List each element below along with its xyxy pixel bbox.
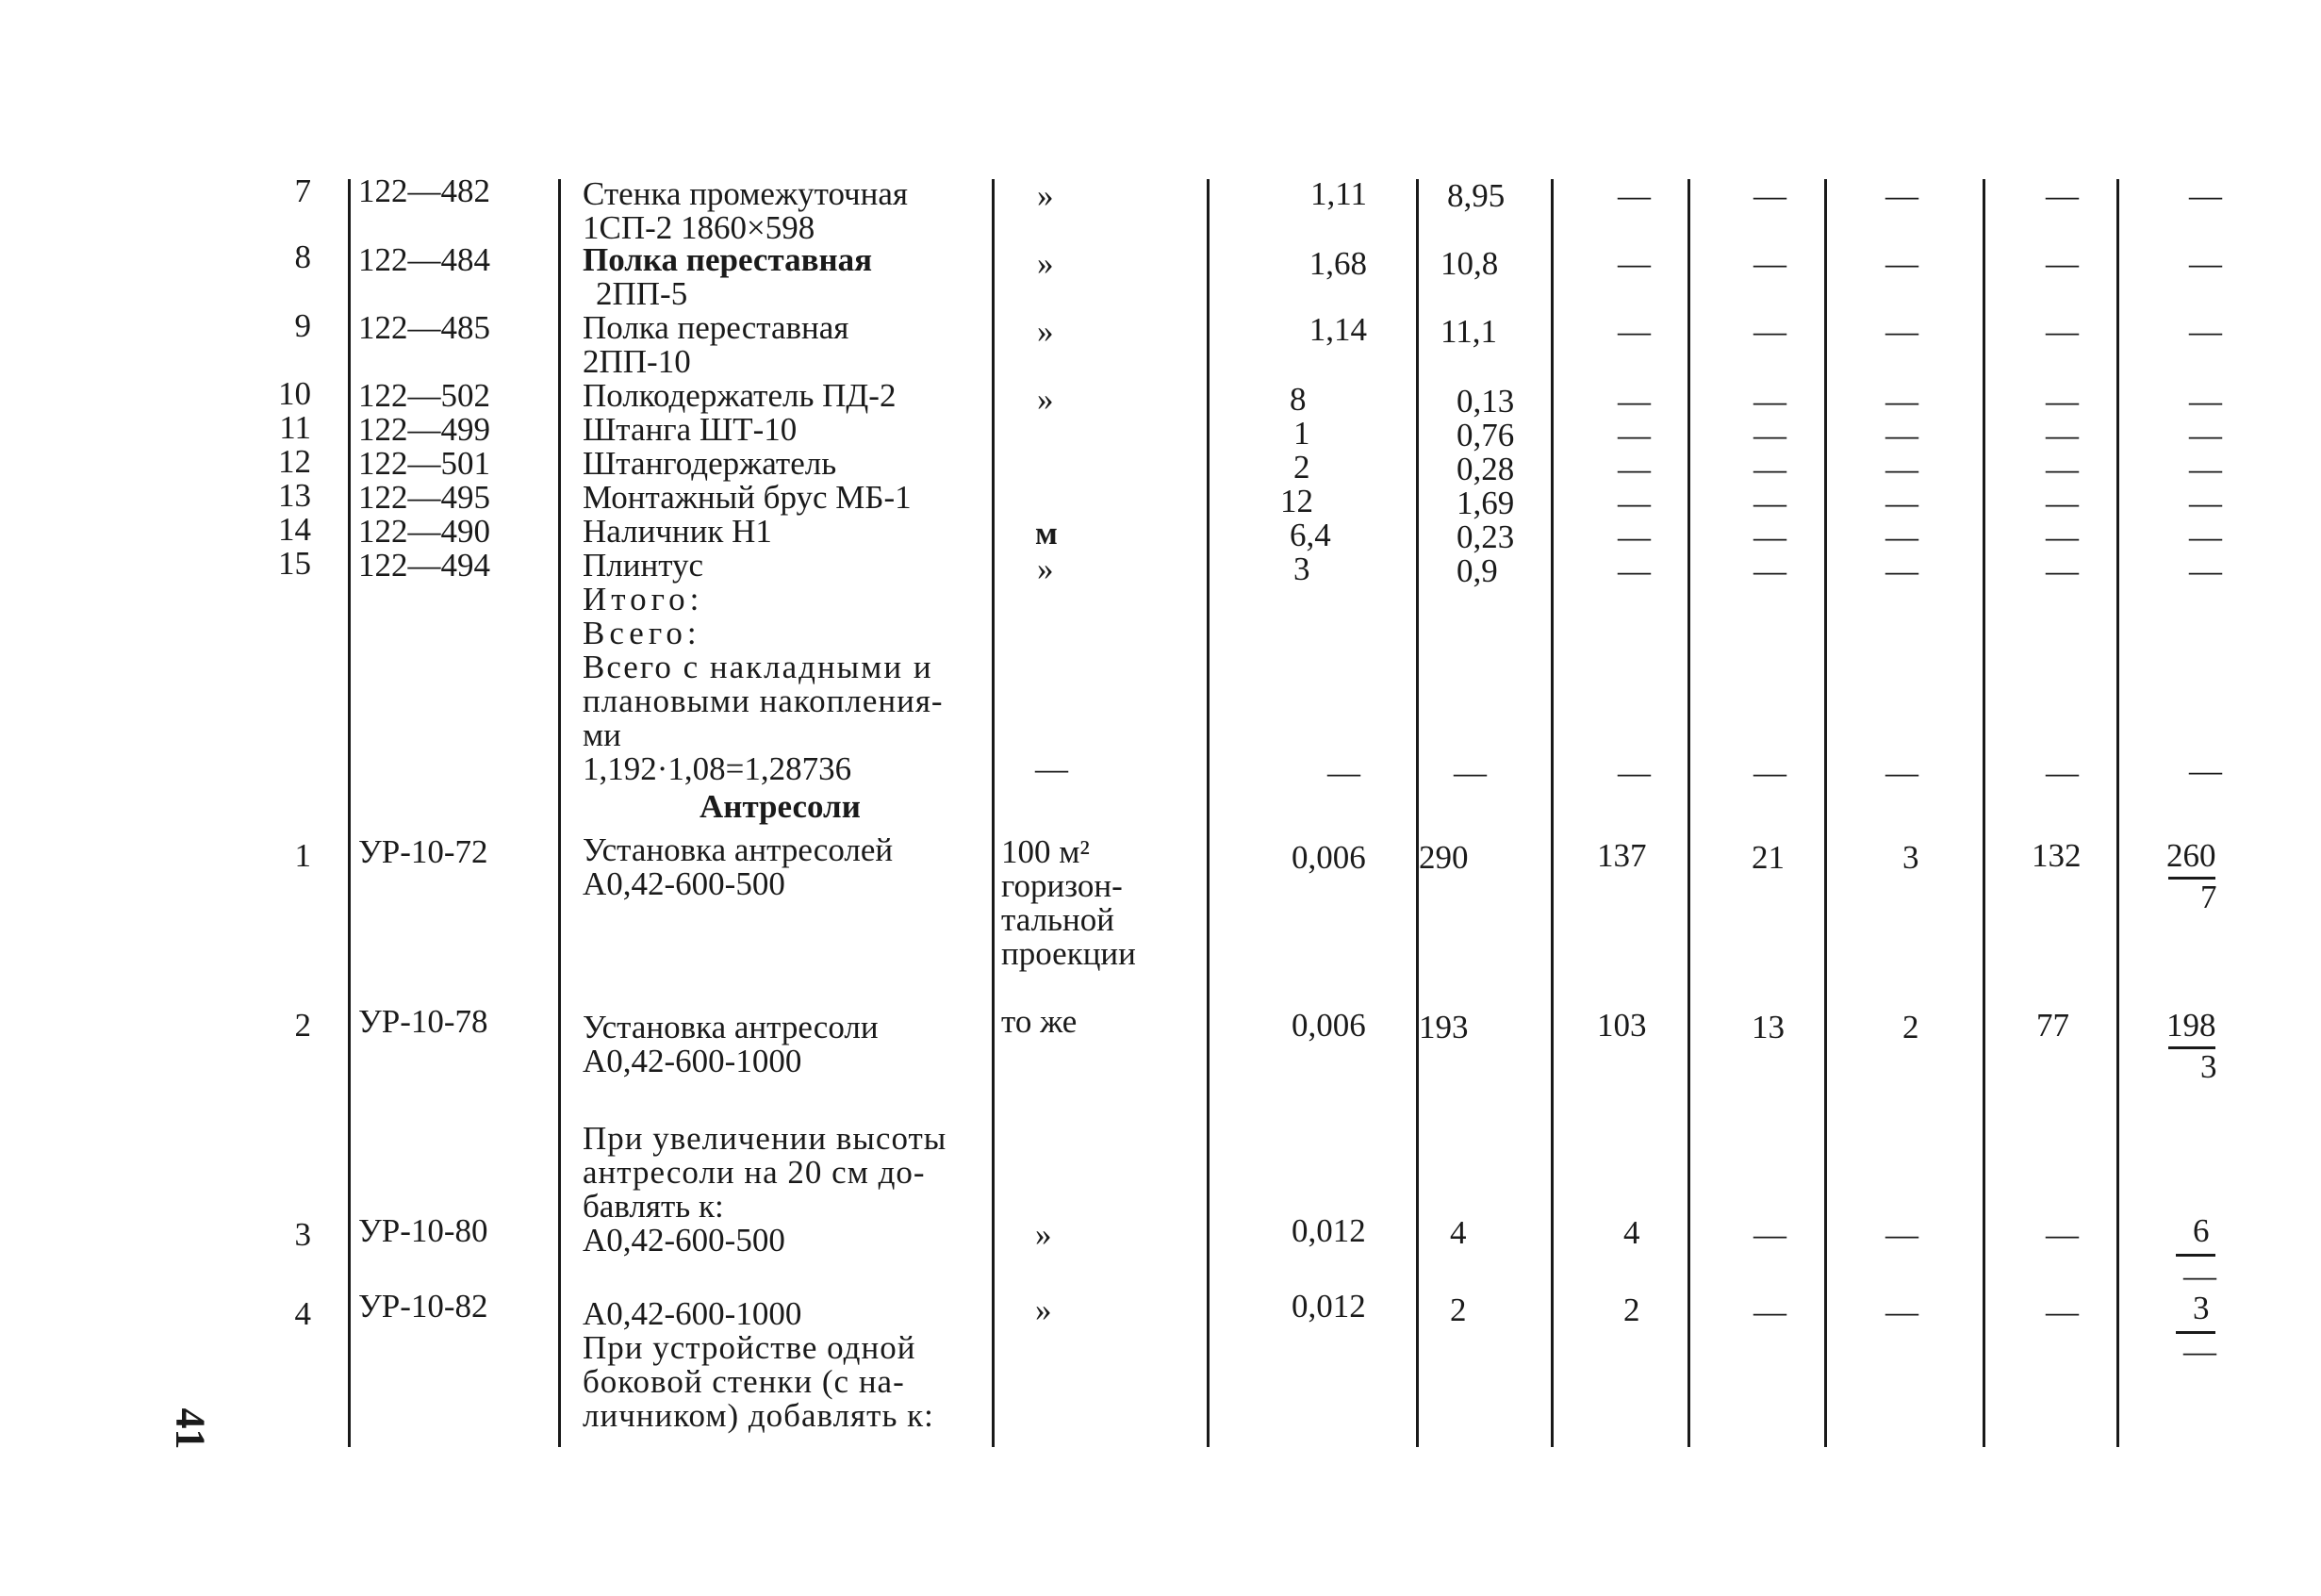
row-number: 4 (294, 1295, 311, 1332)
row-name: Плинтус (583, 547, 704, 584)
row-code: УР-10-80 (358, 1212, 488, 1249)
empty-dash: — (1035, 750, 1068, 787)
row-value: 0,9 (1457, 552, 1498, 589)
row-col-5: 77 (2036, 1007, 2069, 1044)
row-qty: 3 (1293, 551, 1310, 587)
row-code: 122—495 (358, 479, 490, 516)
row-col-2: 137 (1597, 837, 1647, 874)
empty-dash: — (2046, 485, 2079, 521)
row-value: 0,28 (1457, 451, 1515, 487)
vsego-nakl-label-cont2: ми (583, 716, 621, 753)
row-col-4: 3 (1902, 839, 1919, 876)
row-value: 4 (1450, 1214, 1467, 1251)
row-unit: » (1037, 551, 1054, 587)
row-qty: 6,4 (1290, 517, 1331, 553)
empty-dash: — (1753, 313, 1786, 350)
vsego-label: Всего: (583, 615, 701, 651)
row-name: А0,42-600-1000 (583, 1295, 802, 1332)
empty-dash: — (2046, 313, 2079, 350)
row-value: 290 (1419, 839, 1469, 876)
note-line: При увеличении высоты (583, 1120, 947, 1157)
vsego-nakl-label-cont: плановыми накопления- (583, 683, 944, 719)
empty-dash: — (1885, 754, 1918, 791)
row-code: 122—484 (358, 241, 490, 278)
note-line: бавлять к: (583, 1188, 724, 1225)
empty-dash: — (1753, 417, 1786, 453)
fraction-denominator: 7 (2200, 879, 2217, 915)
row-unit: » (1035, 1216, 1052, 1253)
empty-dash: — (1885, 313, 1918, 350)
section-title: Антресоли (700, 788, 861, 825)
empty-dash: — (1618, 383, 1651, 420)
note-line: При устройстве одной (583, 1329, 916, 1366)
empty-dash: — (1885, 417, 1918, 453)
row-number: 3 (294, 1216, 311, 1253)
empty-dash: — (2046, 417, 2079, 453)
row-name-cont: 2ПП-5 (596, 275, 688, 312)
row-name-cont: 2ПП-10 (583, 343, 691, 380)
empty-dash: — (2046, 177, 2079, 214)
row-number: 15 (278, 545, 311, 582)
row-qty: 0,012 (1292, 1212, 1366, 1249)
empty-dash: — (2189, 177, 2222, 214)
row-code: УР-10-72 (358, 833, 488, 870)
empty-dash: — (1618, 417, 1651, 453)
empty-dash: — (1885, 1216, 1918, 1253)
fraction-bar (2176, 1254, 2215, 1257)
empty-dash: — (1618, 485, 1651, 521)
fraction-numerator: 3 (2193, 1290, 2210, 1326)
row-unit-cont: тальной (1001, 901, 1114, 938)
row-value: 0,76 (1457, 417, 1515, 453)
empty-dash: — (1885, 383, 1918, 420)
empty-dash: — (1618, 245, 1651, 282)
row-qty: 1,14 (1309, 311, 1367, 348)
row-unit: » (1037, 381, 1054, 418)
empty-dash: — (2189, 518, 2222, 555)
row-col-2: 4 (1623, 1214, 1640, 1251)
row-value: 2 (1450, 1292, 1467, 1328)
column-line (2116, 179, 2119, 1447)
empty-dash: — (2046, 383, 2079, 420)
empty-dash: — (2189, 383, 2222, 420)
empty-dash: — (1885, 485, 1918, 521)
row-qty: 8 (1290, 381, 1307, 418)
row-code: 122—499 (358, 411, 490, 448)
row-number: 12 (278, 443, 311, 480)
empty-dash: — (1753, 1216, 1786, 1253)
row-unit: » (1035, 1292, 1052, 1328)
row-name: А0,42-600-500 (583, 1222, 785, 1259)
row-unit-cont: проекции (1001, 935, 1136, 972)
row-name: Штанга ШТ-10 (583, 411, 798, 448)
page-number: 41 (167, 1407, 214, 1450)
row-number: 8 (294, 239, 311, 275)
empty-dash: — (1753, 451, 1786, 487)
empty-dash: — (1618, 177, 1651, 214)
row-col-2: 2 (1623, 1292, 1640, 1328)
empty-dash: — (1327, 754, 1360, 791)
empty-dash: — (1454, 754, 1487, 791)
row-name: Монтажный брус МБ-1 (583, 479, 912, 516)
row-col-3: 13 (1752, 1009, 1785, 1045)
row-code: 122—501 (358, 445, 490, 482)
row-qty: 1,11 (1310, 175, 1367, 212)
empty-dash: — (1753, 552, 1786, 589)
total-formula: 1,192·1,08=1,28736 (583, 750, 852, 787)
empty-dash: — (1753, 518, 1786, 555)
row-name: Полкодержатель ПД-2 (583, 377, 897, 414)
column-line (1824, 179, 1827, 1447)
empty-dash: — (1885, 245, 1918, 282)
column-line (1207, 179, 1210, 1447)
row-unit: » (1037, 313, 1054, 350)
empty-dash: — (1618, 754, 1651, 791)
empty-dash: — (2183, 1333, 2216, 1370)
row-code: УР-10-78 (358, 1003, 488, 1040)
row-number: 2 (294, 1007, 311, 1044)
empty-dash: — (1885, 518, 1918, 555)
row-name-cont: А0,42-600-500 (583, 865, 785, 902)
row-unit: » (1037, 245, 1054, 282)
row-code: 122—502 (358, 377, 490, 414)
fraction-numerator: 6 (2193, 1212, 2210, 1249)
row-qty: 2 (1293, 449, 1310, 485)
column-line (1551, 179, 1554, 1447)
row-value: 0,23 (1457, 518, 1515, 555)
empty-dash: — (1885, 177, 1918, 214)
note-line: боковой стенки (с на- (583, 1363, 905, 1400)
empty-dash: — (2189, 552, 2222, 589)
empty-dash: — (1618, 451, 1651, 487)
row-name-cont: А0,42-600-1000 (583, 1043, 802, 1079)
row-col-3: 21 (1752, 839, 1785, 876)
row-code: 122—482 (358, 173, 490, 209)
row-number: 14 (278, 511, 311, 548)
column-line (558, 179, 561, 1447)
empty-dash: — (2189, 313, 2222, 350)
row-value: 8,95 (1447, 177, 1506, 214)
empty-dash: — (2189, 451, 2222, 487)
row-unit: то же (1001, 1003, 1078, 1040)
empty-dash: — (1885, 552, 1918, 589)
row-qty: 0,012 (1292, 1288, 1366, 1325)
empty-dash: — (2046, 245, 2079, 282)
empty-dash: — (1753, 754, 1786, 791)
empty-dash: — (2189, 485, 2222, 521)
row-name: Установка антресоли (583, 1009, 879, 1045)
row-code: 122—494 (358, 547, 490, 584)
row-unit: » (1037, 177, 1054, 214)
empty-dash: — (1618, 313, 1651, 350)
row-value: 1,69 (1457, 485, 1515, 521)
empty-dash: — (2189, 417, 2222, 453)
fraction-denominator: 3 (2200, 1048, 2217, 1085)
row-code: 122—485 (358, 309, 490, 346)
row-qty: 1,68 (1309, 245, 1367, 282)
row-qty: 1 (1293, 415, 1310, 452)
row-code: 122—490 (358, 513, 490, 550)
row-code: УР-10-82 (358, 1288, 488, 1325)
empty-dash: — (1753, 383, 1786, 420)
row-name: Полка переставная (583, 241, 873, 278)
empty-dash: — (2046, 1216, 2079, 1253)
note-line: антресоли на 20 см до- (583, 1154, 926, 1191)
empty-dash: — (1753, 1293, 1786, 1330)
row-qty: 0,006 (1292, 1007, 1366, 1044)
empty-dash: — (2046, 754, 2079, 791)
row-number: 11 (279, 409, 311, 446)
row-value: 0,13 (1457, 383, 1515, 420)
row-col-4: 2 (1902, 1009, 1919, 1045)
vsego-nakl-label: Всего с накладными и (583, 649, 933, 685)
empty-dash: — (1753, 245, 1786, 282)
row-unit: 100 м² (1001, 833, 1090, 870)
row-qty: 12 (1280, 483, 1313, 519)
column-line (1983, 179, 1985, 1447)
row-value: 193 (1419, 1009, 1469, 1045)
row-value: 11,1 (1440, 313, 1497, 350)
row-name: Полка переставная (583, 309, 849, 346)
row-number: 10 (278, 375, 311, 412)
row-number: 9 (294, 307, 311, 344)
column-line (992, 179, 995, 1447)
row-number: 1 (294, 837, 311, 874)
column-line (348, 179, 351, 1447)
fraction-numerator: 260 (2166, 837, 2216, 874)
row-name: Наличник Н1 (583, 513, 772, 550)
row-unit: м (1035, 515, 1058, 551)
column-line (1687, 179, 1690, 1447)
row-unit-cont: горизон- (1001, 867, 1123, 904)
empty-dash: — (2046, 552, 2079, 589)
empty-dash: — (2189, 245, 2222, 282)
empty-dash: — (2189, 752, 2222, 789)
empty-dash: — (1885, 1293, 1918, 1330)
empty-dash: — (1618, 518, 1651, 555)
row-name: Установка антресолей (583, 831, 894, 868)
empty-dash: — (1753, 177, 1786, 214)
row-value: 10,8 (1440, 245, 1499, 282)
empty-dash: — (1885, 451, 1918, 487)
row-name-cont: 1СП-2 1860×598 (583, 209, 815, 246)
row-number: 13 (278, 477, 311, 514)
empty-dash: — (2046, 451, 2079, 487)
empty-dash: — (1618, 552, 1651, 589)
empty-dash: — (1753, 485, 1786, 521)
row-name: Штангодержатель (583, 445, 837, 482)
row-number: 7 (294, 173, 311, 209)
empty-dash: — (2046, 518, 2079, 555)
row-name: Стенка промежуточная (583, 175, 909, 212)
fraction-numerator: 198 (2166, 1007, 2216, 1044)
row-col-2: 103 (1597, 1007, 1647, 1044)
row-col-5: 132 (2032, 837, 2082, 874)
row-qty: 0,006 (1292, 839, 1366, 876)
empty-dash: — (2046, 1293, 2079, 1330)
column-line (1416, 179, 1419, 1447)
itogo-label: Итого: (583, 581, 704, 617)
empty-dash: — (2183, 1258, 2216, 1294)
note-line: личником) добавлять к: (583, 1397, 934, 1434)
